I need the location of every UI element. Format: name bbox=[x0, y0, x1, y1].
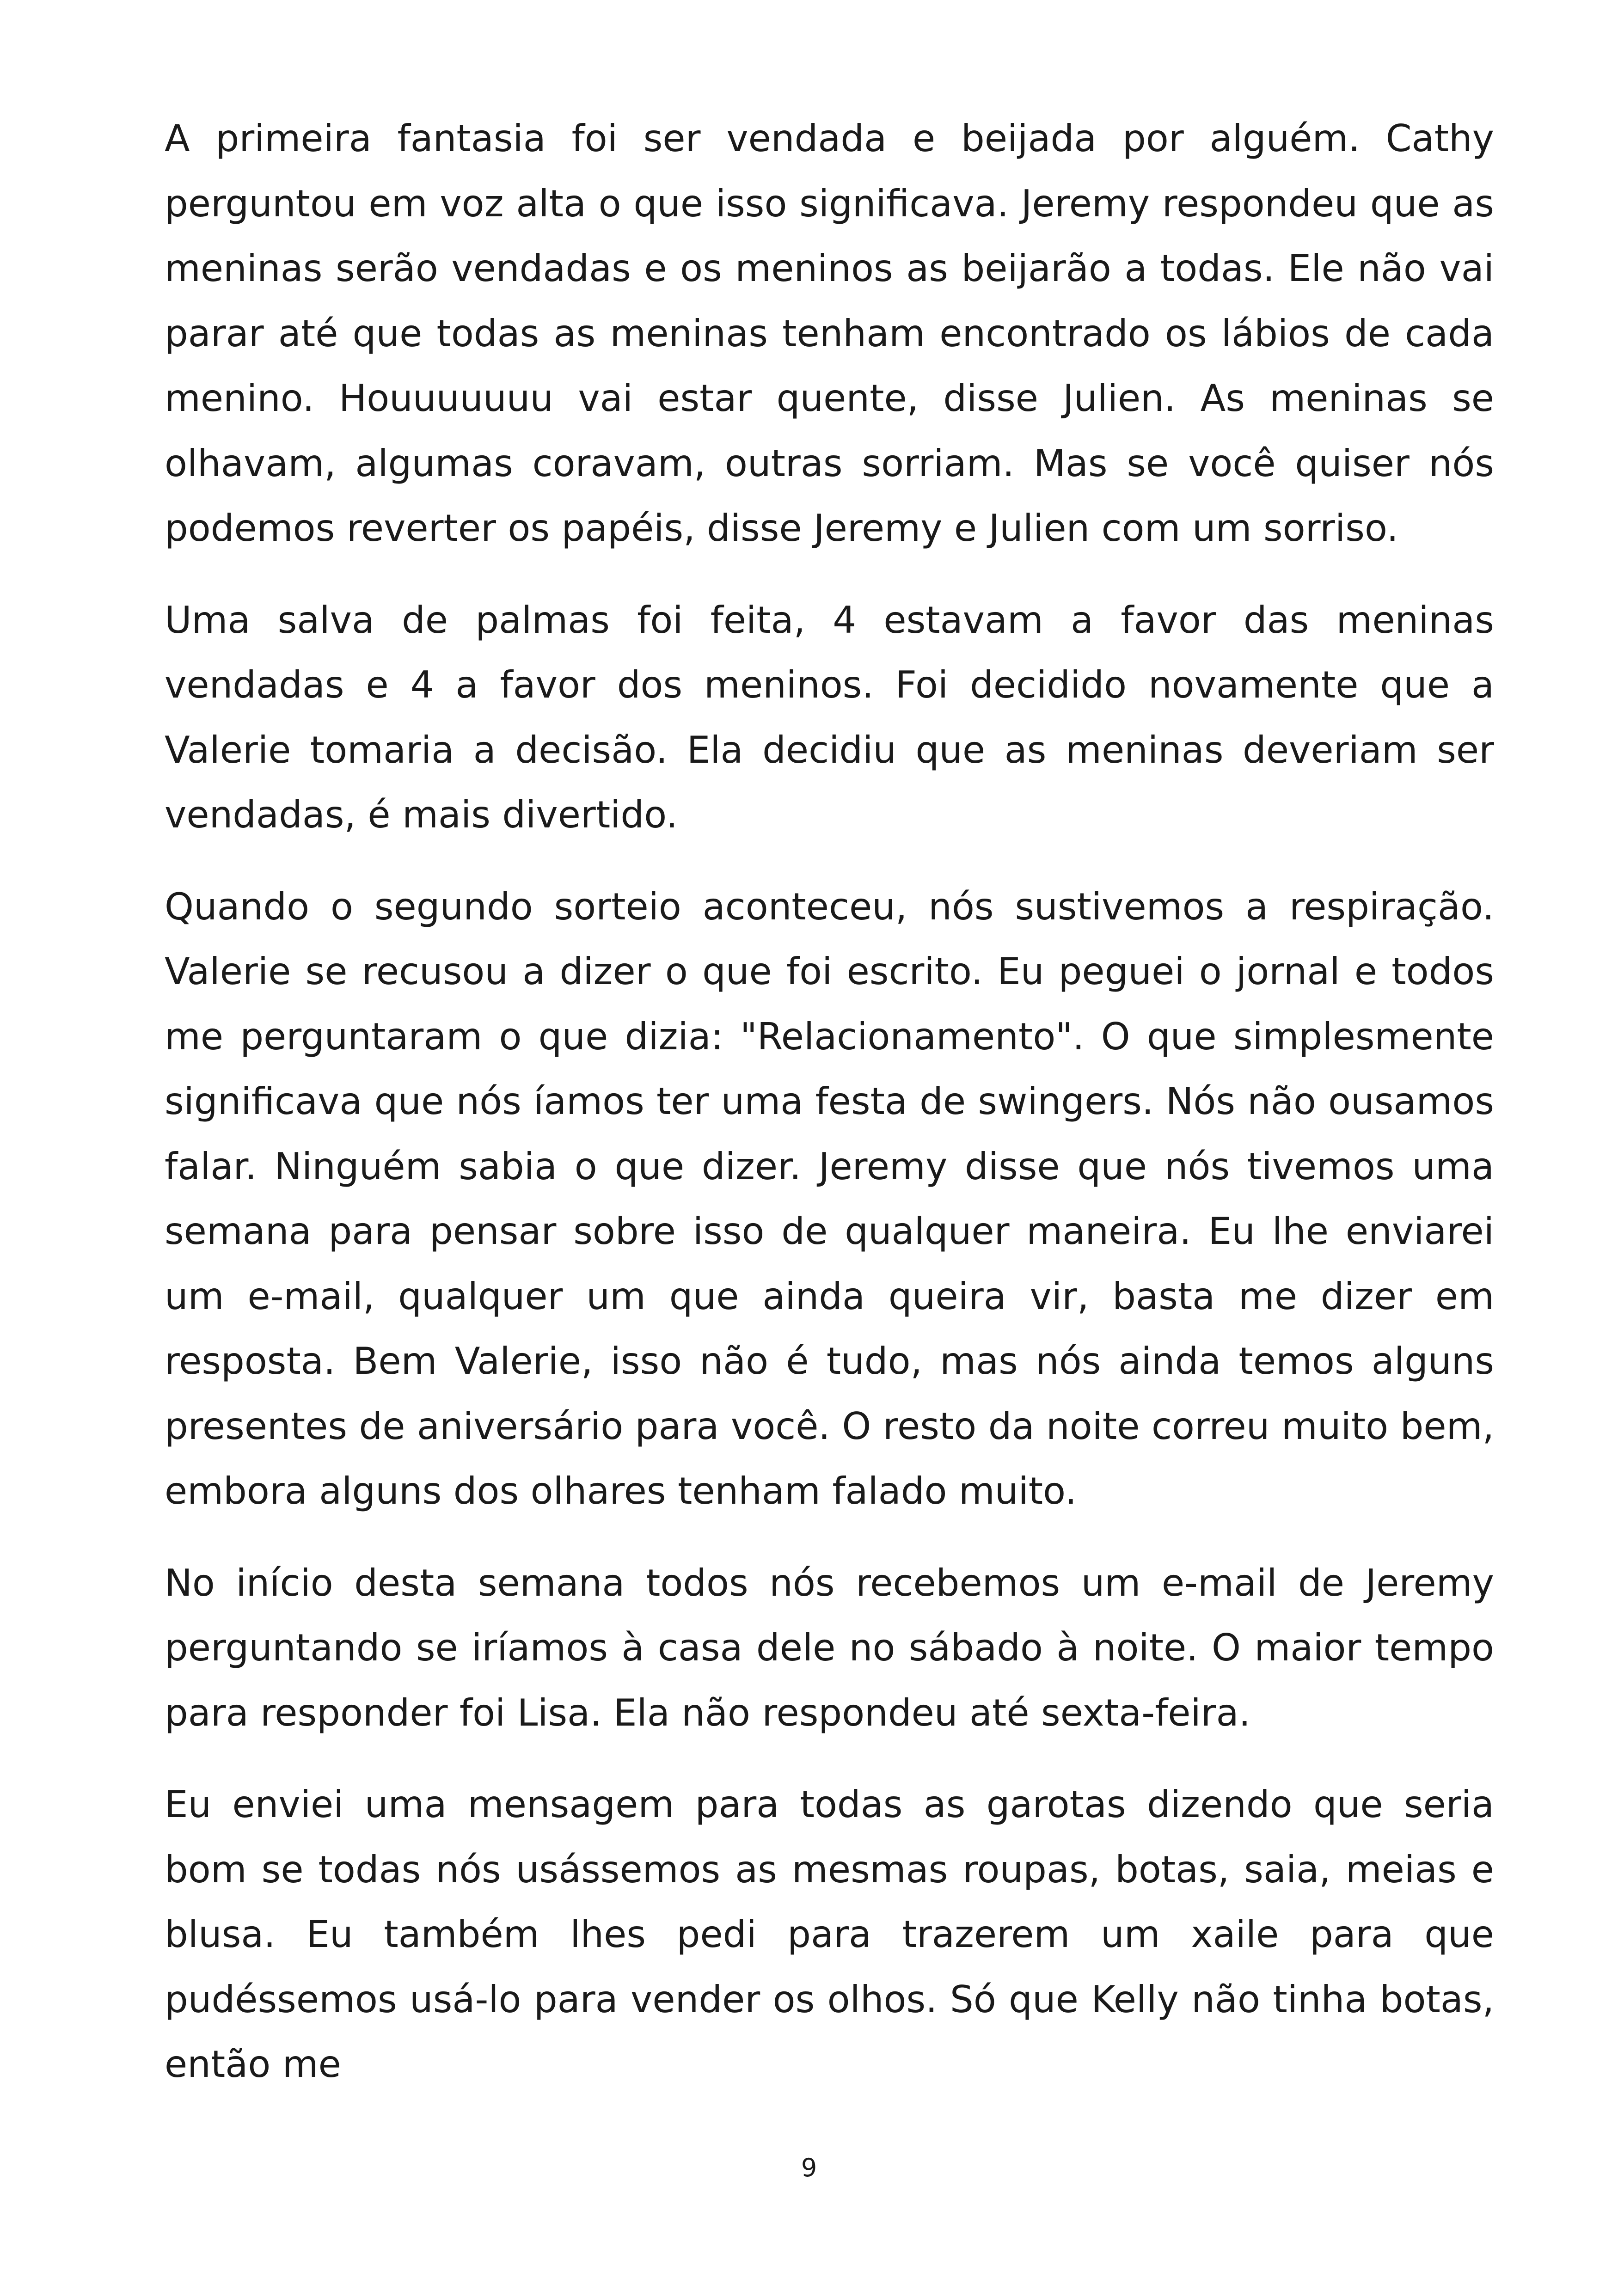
body-text bbox=[165, 106, 1494, 2124]
page-number: 9 bbox=[801, 2153, 817, 2182]
paragraph-3: Quando o segundo sorteio aconteceu, nós sustivemos a respiração. Valerie se recusou a dizer o que foi escrito. Eu peguei o jornal e todos me perguntaram o que dizia: "Relacionamento". O que simplesmente significava que nós íamos ter uma festa de swingers. Nós não ousamos falar. Ninguém sabia o que dizer. Jeremy disse que nós tivemos uma semana para pensar sobre isso de qualquer maneira. Eu lhe enviarei um e-mail, qualquer um que ainda queira vir, basta me dizer em resposta. Bem Valerie, isso não é tudo, mas nós ainda temos alguns presentes de aniversário para você. O resto da noite correu muito bem, embora alguns dos olhares tenham falado muito. bbox=[165, 885, 1494, 1512]
paragraph-4: No início desta semana todos nós recebemos um e-mail de Jeremy perguntando se iríamos à casa dele no sábado à noite. O maior tempo para responder foi Lisa. Ela não respondeu até sexta-feira. bbox=[165, 1561, 1494, 1734]
paragraph-5: Eu enviei uma mensagem para todas as garotas dizendo que seria bom se todas nós usássemos as mesmas roupas, botas, saia, meias e blusa. Eu também lhes pedi para trazerem um xaile para que pudéssemos usá-lo para vender os olhos. Só que Kelly não tinha botas, então me bbox=[165, 1783, 1494, 2086]
paragraph-1: A primeira fantasia foi ser vendada e beijada por alguém. Cathy perguntou em voz alta o que isso significava. Jeremy respondeu que as meninas serão vendadas e os meninos as beijarão a todas. Ele não vai parar até que todas as meninas tenham encontrado os lábios de cada menino. Houuuuuuu vai estar quente, disse Julien. As meninas se olhavam, algumas coravam, outras sorriam. Mas se você quiser nós podemos reverter os papéis, disse Jeremy e Julien com um sorriso. bbox=[165, 117, 1494, 550]
paragraph-2: Uma salva de palmas foi feita, 4 estavam a favor das meninas vendadas e 4 a favor dos meninos. Foi decidido novamente que a Valerie tomaria a decisão. Ela decidiu que as meninas deveriam ser vendadas, é mais divertido. bbox=[165, 598, 1494, 836]
